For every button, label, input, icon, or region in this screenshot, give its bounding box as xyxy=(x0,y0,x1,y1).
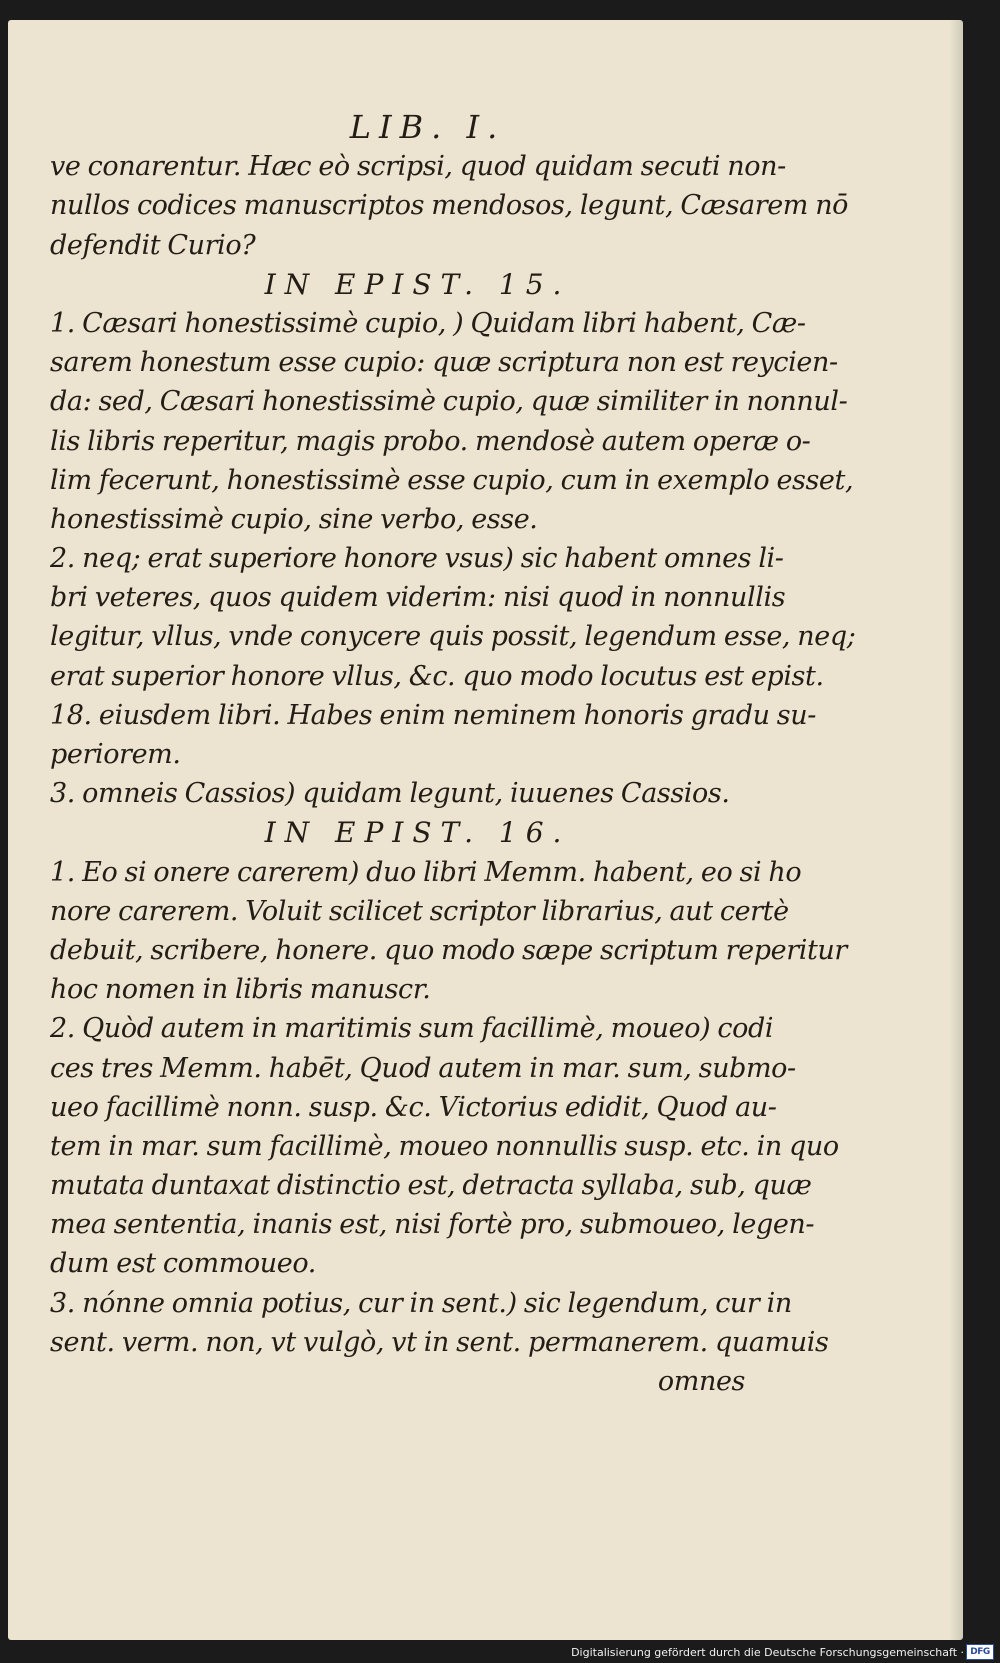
running-head: LIB. I. xyxy=(349,108,506,146)
dfg-logo-icon: DFG xyxy=(966,1644,994,1660)
paper-page xyxy=(8,20,963,1640)
section-heading: IN EPIST. 16. xyxy=(264,816,571,850)
text-line: sent. verm. non, vt vulgò, vt in sent. permanerem. quamuis xyxy=(50,1326,829,1358)
text-line: 3. nónne omnia potius, cur in sent.) sic legendum, cur in xyxy=(50,1287,792,1319)
text-line: 1. Eo si onere carerem) duo libri Memm. habent, eo si ho xyxy=(50,856,802,888)
text-line: ueo facillimè nonn. susp. &c. Victorius edidit, Quod au- xyxy=(50,1091,777,1123)
text-line: mutata duntaxat distinctio est, detracta syllaba, sub, quæ xyxy=(50,1170,812,1202)
text-line: bri veteres, quos quidem viderim: nisi quod in nonnullis xyxy=(50,582,786,614)
text-line: dum est commoueo. xyxy=(50,1248,316,1280)
section-heading: IN EPIST. 15. xyxy=(264,267,571,301)
page-text xyxy=(50,108,856,1401)
text-line: periorem. xyxy=(50,739,181,770)
text-line: lis libris reperitur, magis probo. mendosè autem operæ o- xyxy=(50,425,811,457)
page-edge-shadow xyxy=(949,20,963,1640)
text-line: 3. omneis Cassios) quidam legunt, iuuenes Cassios. xyxy=(50,778,730,810)
text-line: nore carerem. Voluit scilicet scriptor librarius, aut certè xyxy=(50,895,789,927)
text-line: 18. eiusdem libri. Habes enim neminem honoris gradu su- xyxy=(50,699,816,731)
text-line: lim fecerunt, honestissimè esse cupio, cum in exemplo esset, xyxy=(50,464,854,496)
text-line: ces tres Memm. habēt, Quod autem in mar. sum, submo- xyxy=(50,1052,796,1084)
text-line: mea sententia, inanis est, nisi fortè pro, submoueo, legen- xyxy=(50,1209,815,1241)
text-line: debuit, scribere, honere. quo modo sæpe scriptum reperitur xyxy=(50,934,847,966)
text-line: legitur, vllus, vnde conycere quis possit, legendum esse, neq; xyxy=(50,621,856,653)
text-line: da: sed, Cæsari honestissimè cupio, quæ similiter in nonnul- xyxy=(50,386,848,418)
text-line: tem in mar. sum facillimè, moueo nonnullis susp. etc. in quo xyxy=(50,1130,839,1162)
text-line: honestissimè cupio, sine verbo, esse. xyxy=(50,503,538,535)
text-line: defendit Curio? xyxy=(50,229,256,261)
text-line: 2. neq; erat superiore honore vsus) sic habent omnes li- xyxy=(50,543,784,575)
text-line: 1. Cæsari honestissimè cupio, ) Quidam libri habent, Cæ- xyxy=(50,307,806,339)
footer-bar xyxy=(0,1641,1000,1663)
text-line: erat superior honore vllus, &c. quo modo locutus est epist. xyxy=(50,660,824,692)
text-line: sarem honestum esse cupio: quæ scriptura non est reycien- xyxy=(50,347,838,379)
text-line: 2. Quòd autem in maritimis sum facillimè, moueo) codi xyxy=(50,1013,774,1045)
text-line: hoc nomen in libris manuscr. xyxy=(50,974,431,1006)
funding-credit: Digitalisierung gefördert durch die Deutsche Forschungsgemeinschaft · xyxy=(571,1646,964,1659)
text-line: nullos codices manuscriptos mendosos, legunt, Cæsarem nō xyxy=(50,190,849,222)
catchword: omnes xyxy=(657,1366,745,1397)
text-line: ve conarentur. Hæc eò scripsi, quod quidam secuti non- xyxy=(50,151,786,183)
